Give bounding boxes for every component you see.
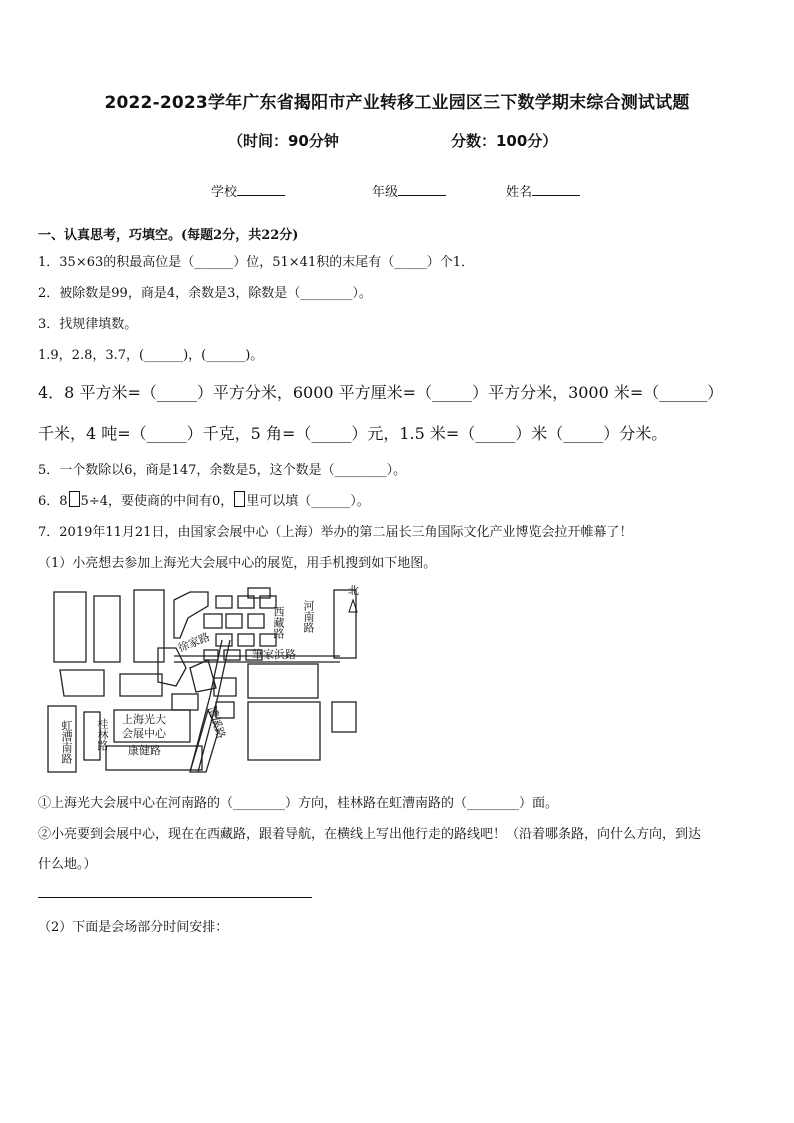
question-3-sequence: 1.9，2.8，3.7，(______)，(______)。 (38, 348, 264, 363)
question-7-1-b-line-2: 什么地。） (38, 857, 97, 872)
grade-field[interactable] (372, 181, 446, 200)
name-blank[interactable] (532, 183, 580, 196)
digit-box[interactable] (69, 491, 80, 507)
question-3: 3．找规律填数。 (38, 317, 138, 332)
map-block (54, 592, 86, 662)
question-6-part-c: 里可以填（______）。 (246, 494, 370, 509)
page-title: 2022-2023学年广东省揭阳市产业转移工业园区三下数学期末综合测试试题 (104, 93, 690, 113)
map-label-bijia: 筆家浜路 (252, 649, 296, 661)
map-label-kangjian: 康健路 (128, 745, 161, 757)
exam-time: （时间：90分钟 (228, 132, 339, 150)
question-7-part-1: （1）小亮想去参加上海光大会展中心的展览，用手机搜到如下地图。 (38, 556, 437, 571)
question-7: 7．2019年11月21日，由国家会展中心（上海）举办的第二届长三角国际文化产业博览会拉开帷幕了！ (38, 525, 633, 540)
map-label-center-1: 上海光大 (122, 714, 166, 726)
map-north-label: 北 (348, 585, 359, 597)
question-6-part-a: 6．8 (38, 494, 68, 509)
question-7-1-b-line-1: ②小亮要到会展中心，现在在西藏路，跟着导航，在横线上写出他行走的路线吧！（沿着哪条路，向什么方向，到达 (38, 827, 702, 842)
question-4-line-2: 千米，4 吨=（_____）千克，5 角=（_____）元，1.5 米=（_____）米（_____）分米。 (38, 424, 668, 443)
map-label-xujia: 徐家路 (176, 631, 212, 655)
map-label-hongcao: 虹漕南路 (60, 720, 72, 764)
question-5: 5．一个数除以6，商是147，余数是5，这个数是（________）。 (38, 463, 407, 478)
map-label-xizang: 西藏路 (272, 606, 284, 639)
name-label: 姓名 (506, 185, 533, 200)
grade-blank[interactable] (398, 183, 446, 196)
map-label-caoxi: 漕溪路 (205, 705, 227, 741)
school-field[interactable] (211, 181, 285, 200)
route-answer-line[interactable] (38, 897, 312, 898)
digit-box-2[interactable] (234, 491, 245, 507)
name-field[interactable] (506, 181, 580, 200)
grade-label: 年级 (372, 185, 399, 200)
map-block (94, 596, 120, 662)
section-heading: 一、认真思考，巧填空。(每题2分，共22分) (38, 228, 299, 243)
question-2: 2．被除数是99，商是4，余数是3，除数是（________）。 (38, 286, 372, 301)
map-block (134, 590, 164, 662)
question-1: 1．35×63的积最高位是（______）位，51×41积的末尾有（_____）个1． (38, 255, 474, 270)
map-label-center-2: 会展中心 (122, 728, 166, 740)
exam-score: 分数：100分） (451, 132, 558, 150)
school-label: 学校 (211, 185, 238, 200)
question-4-line-1: 4．8 平方米=（_____）平方分米，6000 平方厘米=（_____）平方分米，3000 米=（______） (38, 383, 724, 402)
map-label-guilin: 桂林路 (96, 718, 108, 751)
map-block (174, 592, 208, 638)
question-6 (38, 490, 370, 509)
question-7-1-a: ①上海光大会展中心在河南路的（________）方向，桂林路在虹漕南路的（________）面。 (38, 796, 559, 811)
question-7-part-2: （2）下面是会场部分时间安排： (38, 920, 229, 935)
map-label-henan: 河南路 (302, 600, 314, 633)
school-blank[interactable] (237, 183, 285, 196)
city-map (40, 578, 370, 778)
question-6-part-b: 5÷4，要使商的中间有0， (80, 494, 234, 509)
